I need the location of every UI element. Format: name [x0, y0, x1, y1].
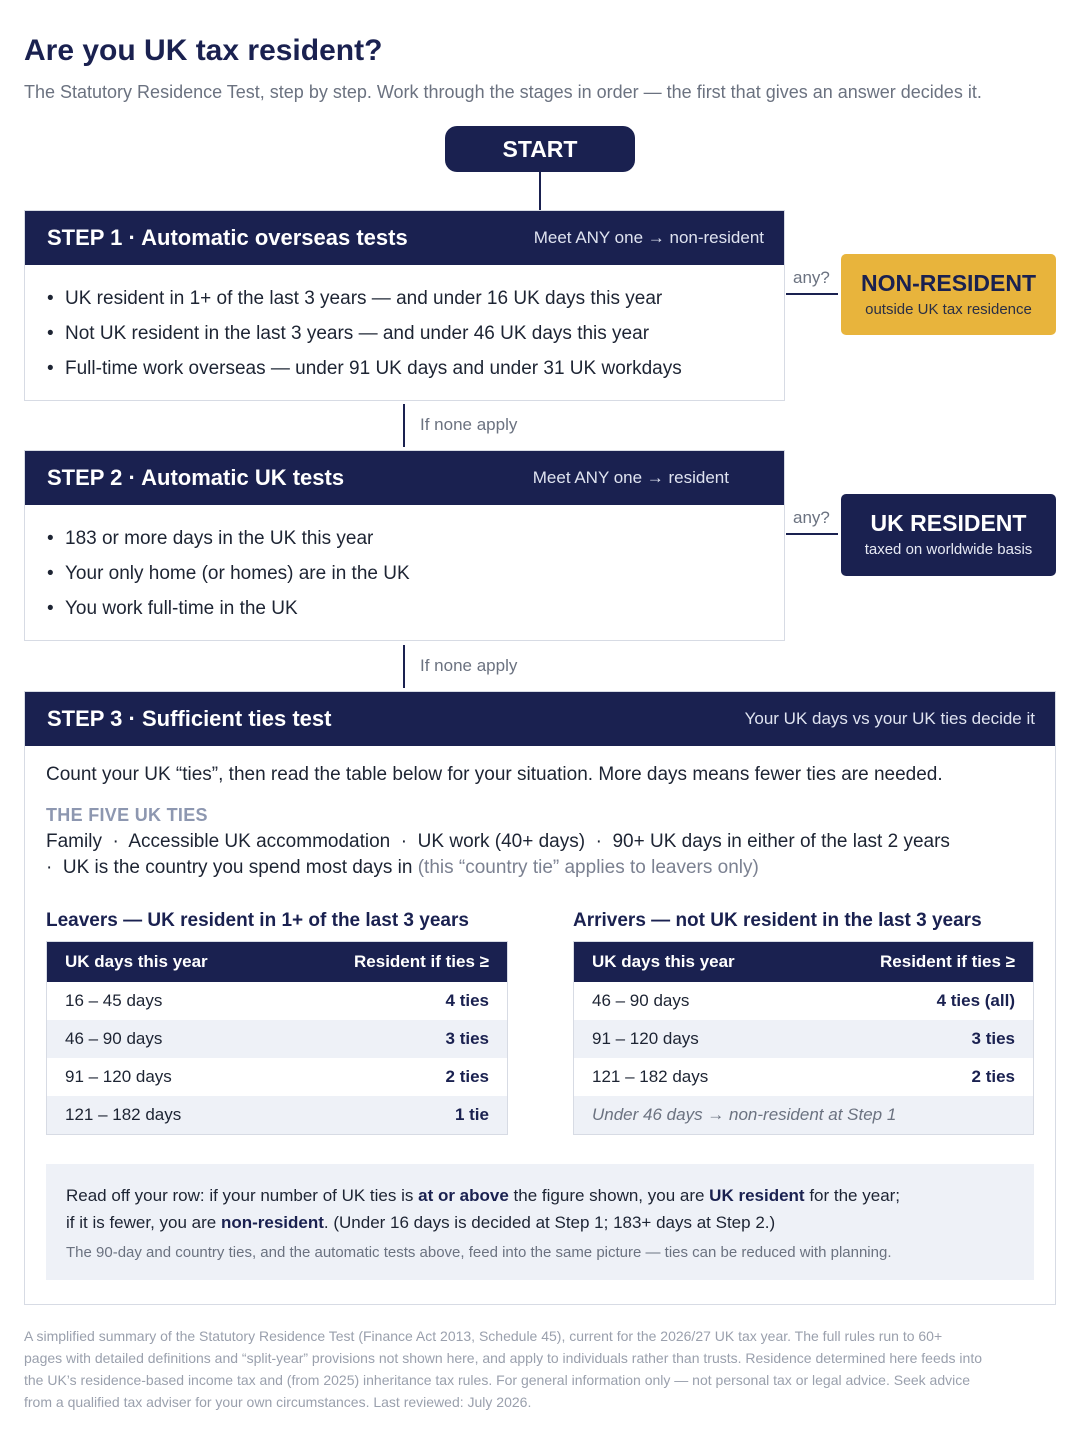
- step1-outcome-connector: [786, 293, 838, 295]
- step3-intro: Count your UK “ties”, then read the table below for your situation. More days means fewer ties are needed.: [46, 764, 943, 785]
- list-item: • UK resident in 1+ of the last 3 years — and under 16 UK days this year: [47, 281, 784, 316]
- start-node: START: [445, 126, 635, 172]
- step2-rule: Meet ANY one → resident: [532, 468, 729, 487]
- leavers-table-title: Leavers — UK resident in 1+ of the last 3 years: [46, 910, 469, 931]
- ties-list-line2: [46, 855, 759, 881]
- ties-cell: 4 ties (all): [936, 991, 1015, 1010]
- read-emphasis: non-resident: [220, 1213, 324, 1232]
- outcome-non-resident-title: NON-RESIDENT: [860, 269, 1037, 296]
- step1-test-list: [25, 265, 784, 386]
- leavers-table: [46, 941, 508, 1135]
- step2-header: [25, 451, 784, 505]
- read-text: the figure shown, you are: [508, 1186, 710, 1205]
- step3-header: [25, 692, 1055, 746]
- footer-disclaimer: A simplified summary of the Statutory Residence Test (Finance Act 2013, Schedule 45), current for the 2026/27 UK tax year. The full rules run to 60+ pages with detailed definitions and “split-year” provisions not shown here, and apply to individuals rather than trusts. Residence determined here feeds into the UK’s residence-based income tax and (from 2025) inheritance tax rules. For general information only — not personal tax or legal advice. Seek advice from a qualified tax adviser for your own circumstances. Last reviewed: July 2026.: [24, 1328, 982, 1410]
- step3-rule: Your UK days vs your UK ties decide it: [744, 709, 1035, 728]
- step2-box: [24, 450, 785, 641]
- arrivers-table-title: Arrivers — not UK resident in the last 3 years: [573, 910, 982, 931]
- step2-any-label: any?: [793, 508, 830, 527]
- step1-step2-connector: [403, 404, 405, 447]
- column-header: Resident if ties ≥: [354, 952, 489, 971]
- column-header: UK days this year: [592, 952, 735, 971]
- ties-cell: 4 ties: [445, 991, 489, 1010]
- ties-cell: 3 ties: [445, 1029, 489, 1048]
- read-emphasis: at or above: [418, 1186, 509, 1205]
- days-cell: 46 – 90 days: [592, 991, 690, 1010]
- table-row: [47, 1020, 507, 1058]
- read-text: for the year;: [804, 1186, 901, 1205]
- outcome-uk-resident-title: UK RESIDENT: [870, 510, 1027, 536]
- read-text: . (Under 16 days is decided at Step 1; 183+ days at Step 2.): [323, 1213, 776, 1232]
- read-off-line1: [66, 1182, 1014, 1209]
- column-header: Resident if ties ≥: [880, 952, 1015, 971]
- ties-cell: 3 ties: [971, 1029, 1015, 1048]
- days-cell: 91 – 120 days: [65, 1067, 172, 1086]
- read-text: Read off your row: if your number of UK ties is: [66, 1186, 419, 1205]
- list-item: • 183 or more days in the UK this year: [47, 521, 784, 556]
- step2-title: STEP 2 · Automatic UK tests: [47, 465, 345, 490]
- ties-cell: 1 tie: [454, 1105, 489, 1124]
- table-row: [47, 1058, 507, 1096]
- read-off-panel: [46, 1164, 1034, 1280]
- page-title: Are you UK tax resident?: [24, 34, 383, 67]
- table-header: [574, 942, 1033, 982]
- days-cell: 91 – 120 days: [592, 1029, 699, 1048]
- step3-title: STEP 3 · Sufficient ties test: [47, 706, 332, 731]
- days-cell: 46 – 90 days: [65, 1029, 163, 1048]
- days-cell: 121 – 182 days: [65, 1105, 182, 1124]
- read-emphasis: UK resident: [709, 1186, 805, 1205]
- country-tie-text: · UK is the country you spend most days in: [46, 857, 418, 878]
- days-cell: 121 – 182 days: [592, 1067, 709, 1086]
- table-row: [47, 982, 507, 1020]
- list-item: • You work full-time in the UK: [47, 591, 784, 626]
- days-cell: 16 – 45 days: [65, 991, 163, 1010]
- table-row: [574, 982, 1033, 1020]
- ties-cell: 2 ties: [445, 1067, 489, 1086]
- read-off-note: The 90-day and country ties, and the automatic tests above, feed into the same picture — ties can be reduced with planning.: [66, 1244, 892, 1261]
- page-subtitle: The Statutory Residence Test, step by step. Work through the stages in order — the first that gives an answer decides it.: [24, 82, 982, 102]
- step1-rule: Meet ANY one → non-resident: [533, 228, 764, 247]
- outcome-non-resident-subtitle: outside UK tax residence: [865, 300, 1032, 318]
- step1-header: [25, 211, 784, 265]
- read-text: if it is fewer, you are: [66, 1213, 221, 1232]
- step2-outcome-connector: [786, 533, 838, 535]
- step1-any-label: any?: [793, 268, 830, 287]
- table-header: [47, 942, 507, 982]
- table-row: [47, 1096, 507, 1134]
- step2-step3-connector: [403, 645, 405, 688]
- step1-title: STEP 1 · Automatic overseas tests: [47, 225, 408, 250]
- list-item: • Not UK resident in the last 3 years — and under 46 UK days this year: [47, 316, 784, 351]
- outcome-non-resident: [841, 254, 1056, 335]
- read-off-line2: [66, 1209, 1014, 1236]
- step1-box: [24, 210, 785, 401]
- start-connector: [539, 172, 541, 210]
- column-header: UK days this year: [65, 952, 208, 971]
- list-item: • Your only home (or homes) are in the UK: [47, 556, 784, 591]
- country-tie-note: (this “country tie” applies to leavers only): [417, 857, 759, 878]
- arrivers-table: [573, 941, 1034, 1135]
- outcome-uk-resident: [841, 494, 1056, 576]
- table-row: [574, 1020, 1033, 1058]
- if-none-apply-label: If none apply: [420, 415, 518, 434]
- step2-test-list: [25, 505, 784, 626]
- ties-heading: THE FIVE UK TIES: [46, 805, 208, 825]
- ties-cell: 2 ties: [971, 1067, 1015, 1086]
- if-none-apply-label: If none apply: [420, 656, 518, 675]
- list-item: • Full-time work overseas — under 91 UK days and under 31 UK workdays: [47, 351, 784, 386]
- table-note-row: Under 46 days → non-resident at Step 1: [574, 1096, 1033, 1134]
- outcome-uk-resident-subtitle: taxed on worldwide basis: [864, 541, 1033, 558]
- ties-list-line1: Family · Accessible UK accommodation · UK work (40+ days) · 90+ UK days in either of the last 2 years: [46, 831, 950, 852]
- table-row: [574, 1058, 1033, 1096]
